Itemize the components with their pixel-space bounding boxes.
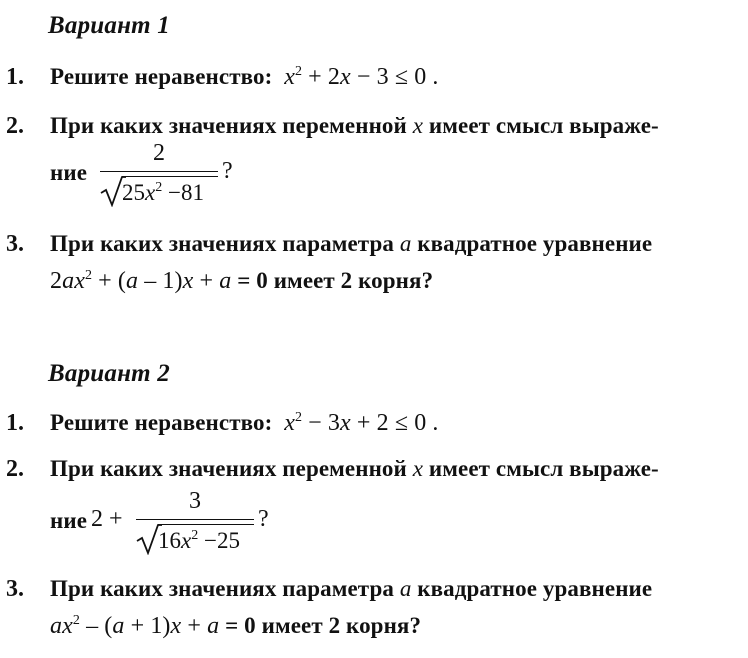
v1-sqrt-overline [122, 176, 218, 177]
v2-task1-expression: $x^2 - 3x + 2 \le 0$ . [284, 410, 439, 436]
v1-task3-line1: При каких значениях параметра a квадратное уравнение [50, 231, 653, 256]
v1-task2-variable: x [412, 113, 424, 138]
v2-sqrt-overline [158, 524, 254, 525]
v2-task2-line1: При каких значениях переменной x имеет смысл выраже- [50, 456, 659, 481]
v2-task2-prefix: 2 + [91, 506, 123, 532]
v1-task2-line1: При каких значениях переменной x имеет смысл выраже- [50, 113, 659, 138]
v2-task2-variable: x [412, 456, 424, 481]
v2-fraction-denominator: $16x^2 -25$ [158, 528, 240, 553]
v1-task1 [50, 64, 439, 91]
v2-task2-number: 2. [6, 456, 24, 482]
v1-task2-number: 2. [6, 113, 24, 139]
v1-fraction-bar [100, 171, 218, 172]
v2-task2-line2-text: ние [50, 508, 88, 533]
v1-task1-number: 1. [6, 64, 24, 90]
v1-task3-parameter: a [399, 231, 412, 256]
variant-2-title: Вариант 2 [48, 360, 170, 387]
v1-task2-question-mark: ? [222, 158, 233, 184]
v2-task1-text: Решите неравенство: [50, 410, 273, 435]
v1-task1-text: Решите неравенство: [50, 64, 273, 89]
variant-1-title: Вариант 1 [48, 12, 170, 39]
v2-task3-line1: При каких значениях параметра a квадратное уравнение [50, 576, 653, 601]
v1-fraction-denominator: $25x^2 -81$ [122, 180, 204, 205]
v2-task3-parameter: a [399, 576, 412, 601]
v2-task1 [50, 410, 439, 437]
v1-fraction-numerator: 2 [153, 140, 165, 166]
v2-task1-number: 1. [6, 410, 24, 436]
v2-task2-fraction [134, 488, 256, 558]
v2-task2-question-mark: ? [258, 506, 269, 532]
v1-task3-equation: $2ax^2 + (a - 1)x + a = 0$ имеет 2 корня? [50, 268, 434, 294]
v2-fraction-bar [136, 519, 254, 520]
v1-task2-fraction [98, 140, 220, 210]
v1-task1-expression: $x^2 + 2x - 3 \le 0$ . [284, 64, 439, 90]
v1-task3-number: 3. [6, 231, 24, 257]
v1-task2-line2-text: ние [50, 160, 88, 185]
v2-task3-equation: $ax^2 - (a + 1)x + a = 0$ имеет 2 корня? [50, 613, 422, 639]
v2-task3-number: 3. [6, 576, 24, 602]
v2-fraction-numerator: 3 [189, 488, 201, 514]
